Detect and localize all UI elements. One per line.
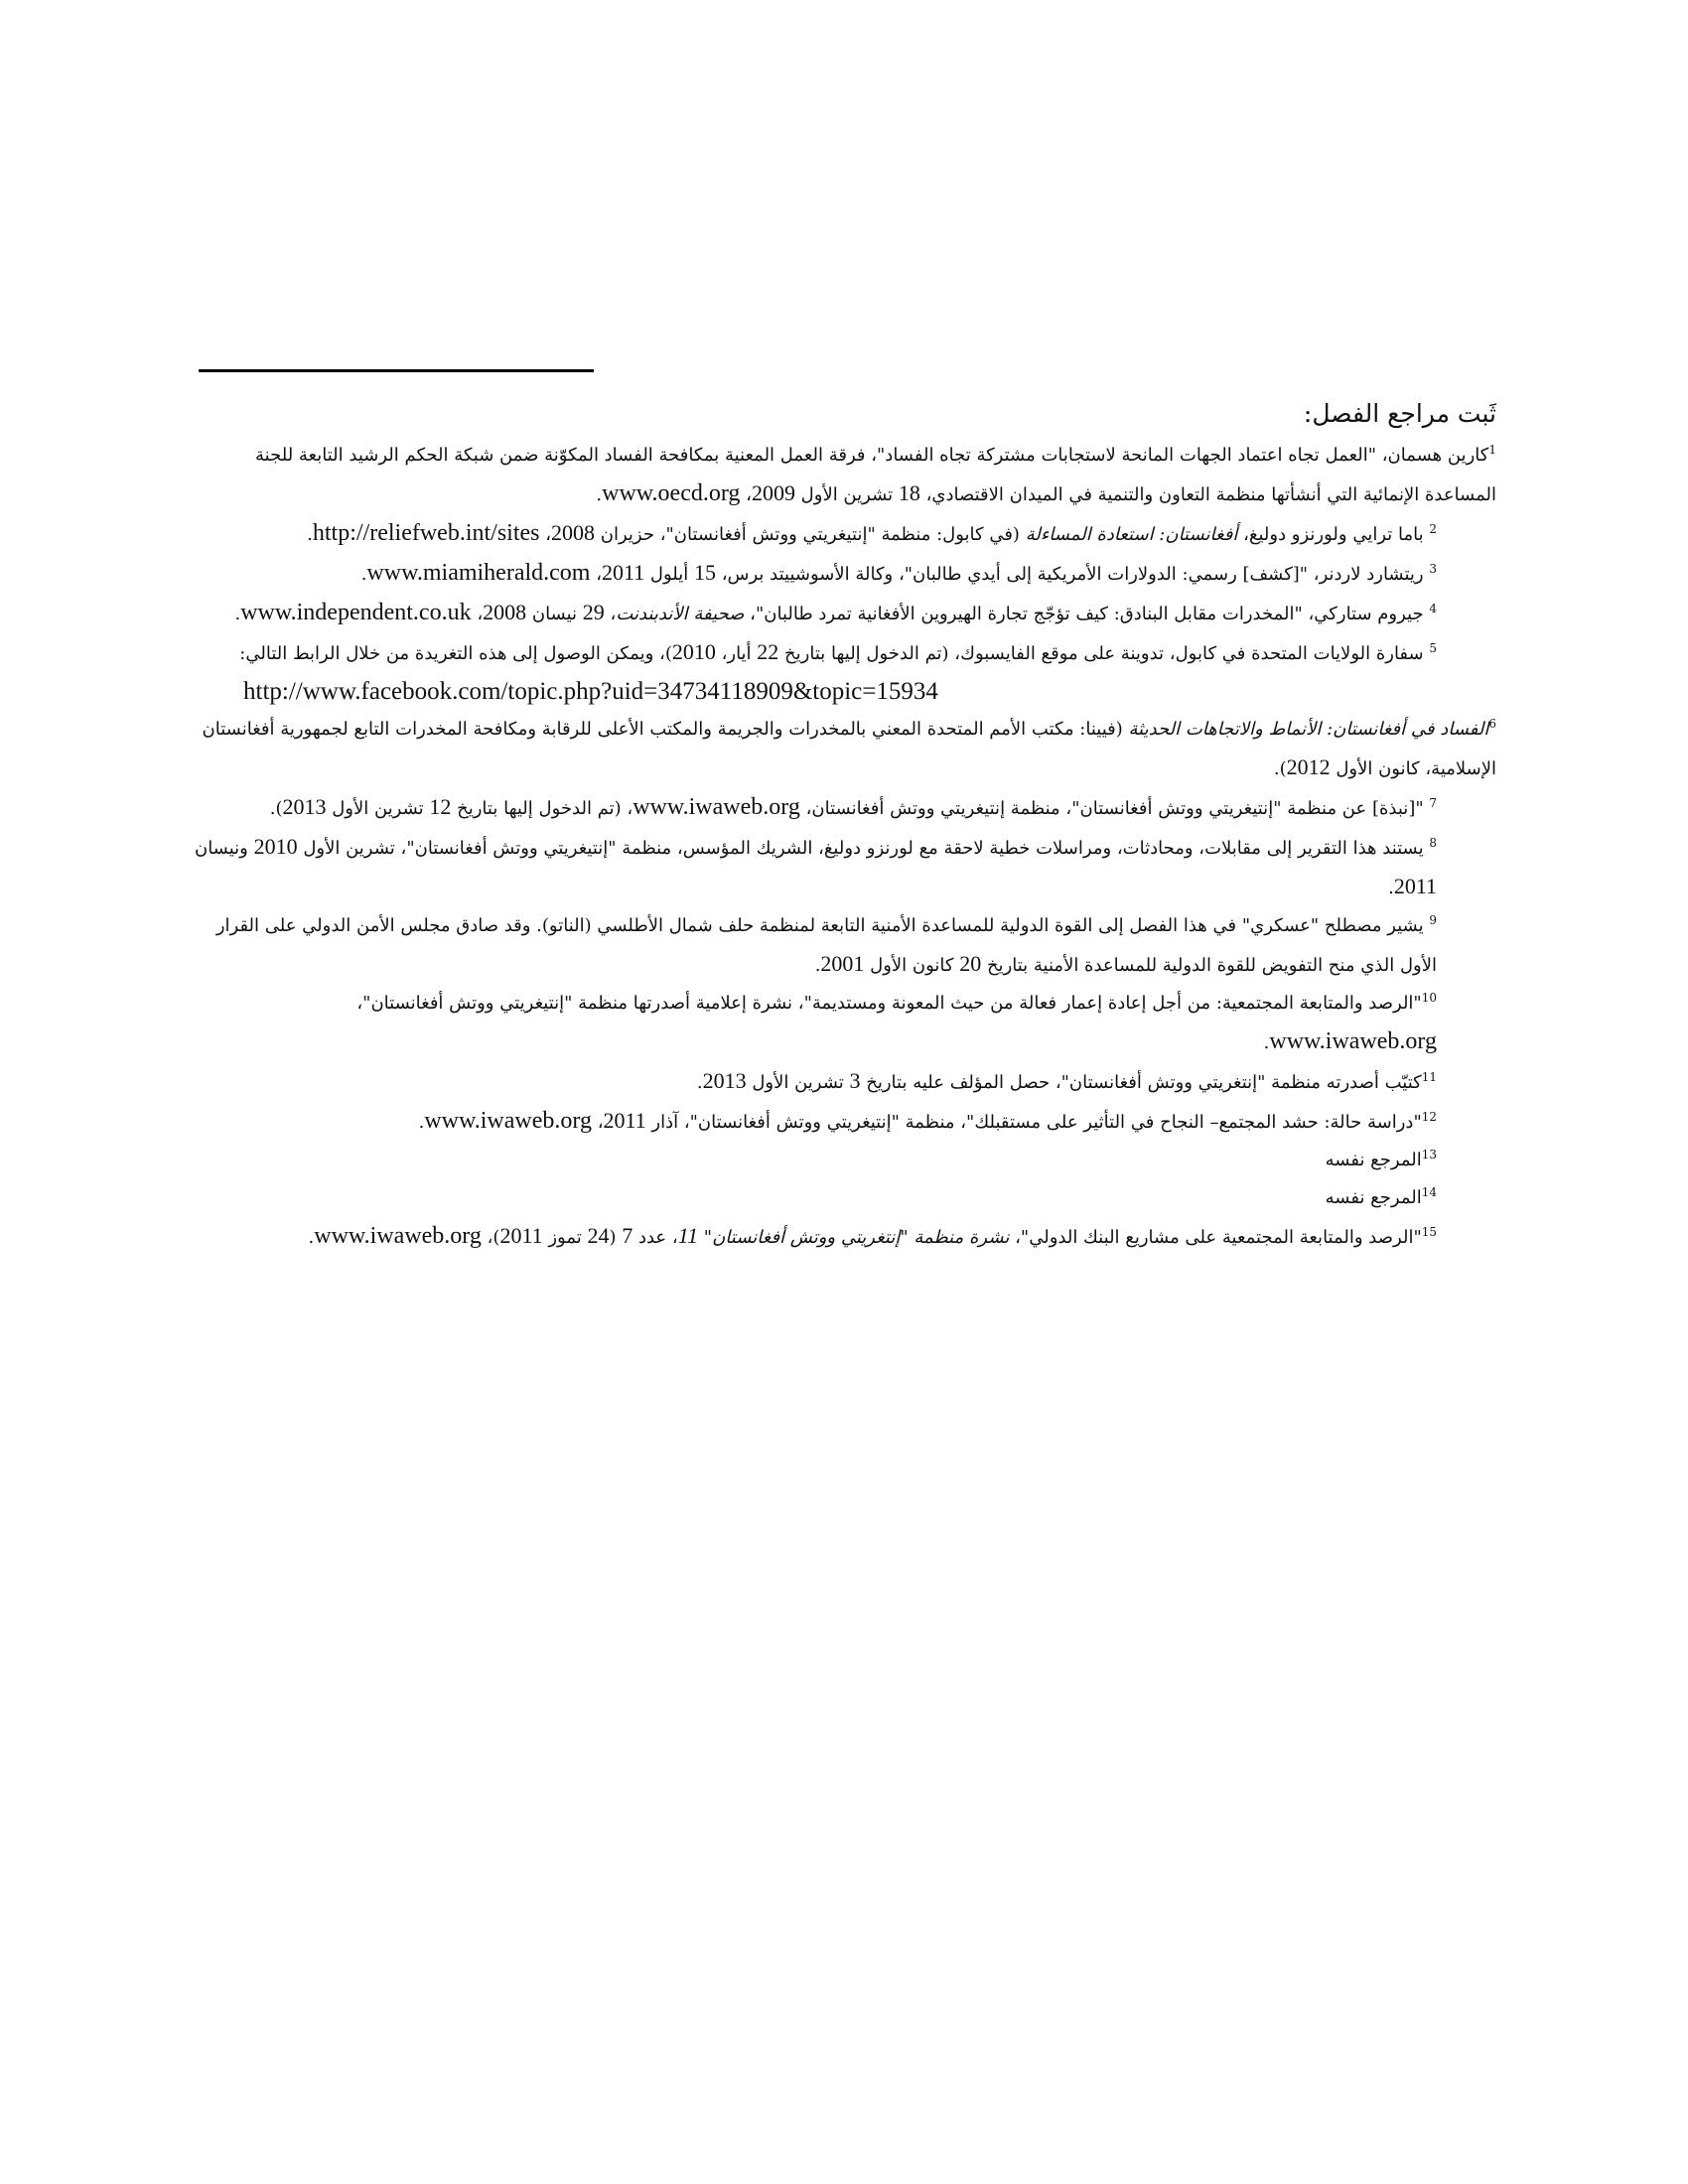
footnote-12: $^{12}$"دراسة حالة: حشد المجتمع– النجاح في التأثير على مستقبلك"، منظمة "إنتيغريتي ووتش أفغانستان"، آذار 2011، www.iwaweb.org. bbox=[418, 1108, 1437, 1134]
footnote-7: $^7$ "[نبذة] عن منظمة "إنتيغريتي ووتش أفغانستان"، منظمة إنتيغريتي ووتش أفغانستان، www.iwaweb.org، (تم الدخول إليها بتاريخ 12 تشرين الأول 2013). bbox=[269, 794, 1437, 820]
footnote-8: $^8$ يستند هذا التقرير إلى مقابلات، ومحادثات، ومراسلات خطية لاحقة مع لورنزو دوليغ، الشريك المؤسس، منظمة "إنتيغريتي ووتش أفغانستان"، تشرين الأول 2010 ونيسان 2011. bbox=[194, 834, 1437, 898]
footnote-number: 14 bbox=[1421, 1185, 1437, 1199]
footnote-number: 13 bbox=[1421, 1148, 1437, 1161]
footnote-number: 8 bbox=[1429, 836, 1437, 850]
footnote-link[interactable]: www.iwaweb.org bbox=[1269, 1028, 1437, 1054]
footnote-9: $^9$ يشير مصطلح "عسكري" في هذا الفصل إلى القوة الدولية للمساعدة الأمنية التابعة لمنظمة حلف شمال الأطلسي (الناتو). وقد صادق مجلس الأمن الدولي على القرار الأول الذي منح التفويض للقوة الدولية للمساعدة الأمنية بتاريخ 20 كانون الأول 2001. bbox=[215, 913, 1437, 976]
footnote-number: 11 bbox=[1421, 1070, 1437, 1084]
footnote-4: $^4$ جيروم ستاركي، "المخدرات مقابل البنادق: كيف تؤجّج تجارة الهيروين الأفغانية تمرد طالبان"، صحيفة الأندبندنت، 29 نيسان 2008، www.independent.co.uk. bbox=[234, 600, 1437, 625]
footnote-number: 6 bbox=[1488, 717, 1496, 731]
footnote-3: $^3$ ريتشارد لاردنر، "[كشف] رسمي: الدولارات الأمريكية إلى أيدي طالبان"، وكالة الأسوشييتد برس، 15 أيلول 2011، www.miamiherald.com. bbox=[360, 560, 1437, 586]
footnote-1: $^1$كارين هسمان، "العمل تجاه اعتماد الجهات المانحة لاستجابات مشتركة تجاه الفساد"، فرقة العمل المعنية بمكافحة الفساد المكوّنة ضمن شبكة الحكم الرشيد التابعة للجنة المساعدة الإنمائية التي أنشأتها منظمة التعاون والتنمية في الميدان الاقتصادي، 18 تشرين الأول 2009، www.oecd.org. bbox=[255, 443, 1496, 506]
footnote-number: 15 bbox=[1421, 1225, 1437, 1239]
footnote-link[interactable]: www.iwaweb.org bbox=[314, 1223, 482, 1249]
footnote-link[interactable]: www.independent.co.uk bbox=[240, 600, 472, 625]
section-heading: ثَبت مراجع الفصل: bbox=[1303, 399, 1496, 428]
footnote-14: $^{14}$المرجع نفسه bbox=[1325, 1185, 1437, 1208]
footnote-6: $^6$الفساد في أفغانستان: الأنماط والاتجاهات الحديثة (فيينا: مكتب الأمم المتحدة المعني بالمخدرات والجريمة والمكتب الأعلى للرقابة ومكافحة المخدرات التابع لجمهورية أفغانستان الإسلامية، كانون الأول 2012). bbox=[202, 717, 1496, 779]
footnote-number: 5 bbox=[1429, 641, 1437, 655]
footnote-11: $^{11}$كتيّب أصدرته منظمة "إنتغريتي ووتش أفغانستان"، حصل المؤلف عليه بتاريخ 3 تشرين الأول 2013. bbox=[696, 1068, 1437, 1093]
footnote-5: $^5$ سفارة الولايات المتحدة في كابول، تدوينة على موقع الفايسبوك، (تم الدخول إليها بتاريخ 22 أيار، 2010)، ويمكن الوصول إلى هذه التغريدة من خلال الرابط التالي: bbox=[239, 639, 1437, 664]
footnote-10: $^{10}$"الرصد والمتابعة المجتمعية: من أجل إعادة إعمار فعالة من حيث المعونة ومستديمة"، نشرة إعلامية أصدرتها منظمة "إنتيغريتي ووتش أفغانستان"، www.iwaweb.org. bbox=[356, 991, 1437, 1054]
footnote-number: 2 bbox=[1429, 522, 1437, 536]
footnotes-section bbox=[194, 395, 1496, 1257]
footnote-separator bbox=[199, 369, 594, 372]
footnote-2: $^2$ باما ترايي ولورنزو دوليغ، أفغانستان: استعادة المساءلة (في كابول: منظمة "إنتيغريتي ووتش أفغانستان"، حزيران 2008، http://reliefweb.int/sites. bbox=[307, 520, 1437, 546]
footnote-number: 9 bbox=[1429, 913, 1437, 927]
footnote-number: 10 bbox=[1421, 991, 1437, 1005]
footnote-link[interactable]: www.iwaweb.org bbox=[633, 794, 800, 820]
footnote-link[interactable]: http://reliefweb.int/sites bbox=[312, 520, 540, 546]
footnote-number: 1 bbox=[1488, 443, 1496, 457]
footnote-link[interactable]: www.oecd.org bbox=[602, 480, 741, 506]
footnote-number: 7 bbox=[1429, 796, 1437, 810]
footnote-number: 3 bbox=[1429, 562, 1437, 576]
footnote-number: 12 bbox=[1421, 1110, 1437, 1124]
footnote-15: $^{15}$"الرصد والمتابعة المجتمعية على مشاريع البنك الدولي"، نشرة منظمة "إنتغريتي ووتش أفغانستان" 11، عدد 7 (24 تموز 2011)، www.iwaweb.org. bbox=[308, 1223, 1437, 1249]
footnote-link[interactable]: www.iwaweb.org bbox=[424, 1108, 592, 1134]
footnote-link[interactable]: www.miamiherald.com bbox=[366, 560, 591, 586]
facebook-link[interactable]: http://www.facebook.com/topic.php?uid=34734118909&topic=15934 bbox=[243, 678, 938, 705]
footnote-13: $^{13}$المرجع نفسه bbox=[1325, 1148, 1437, 1170]
footnote-number: 4 bbox=[1429, 602, 1437, 615]
